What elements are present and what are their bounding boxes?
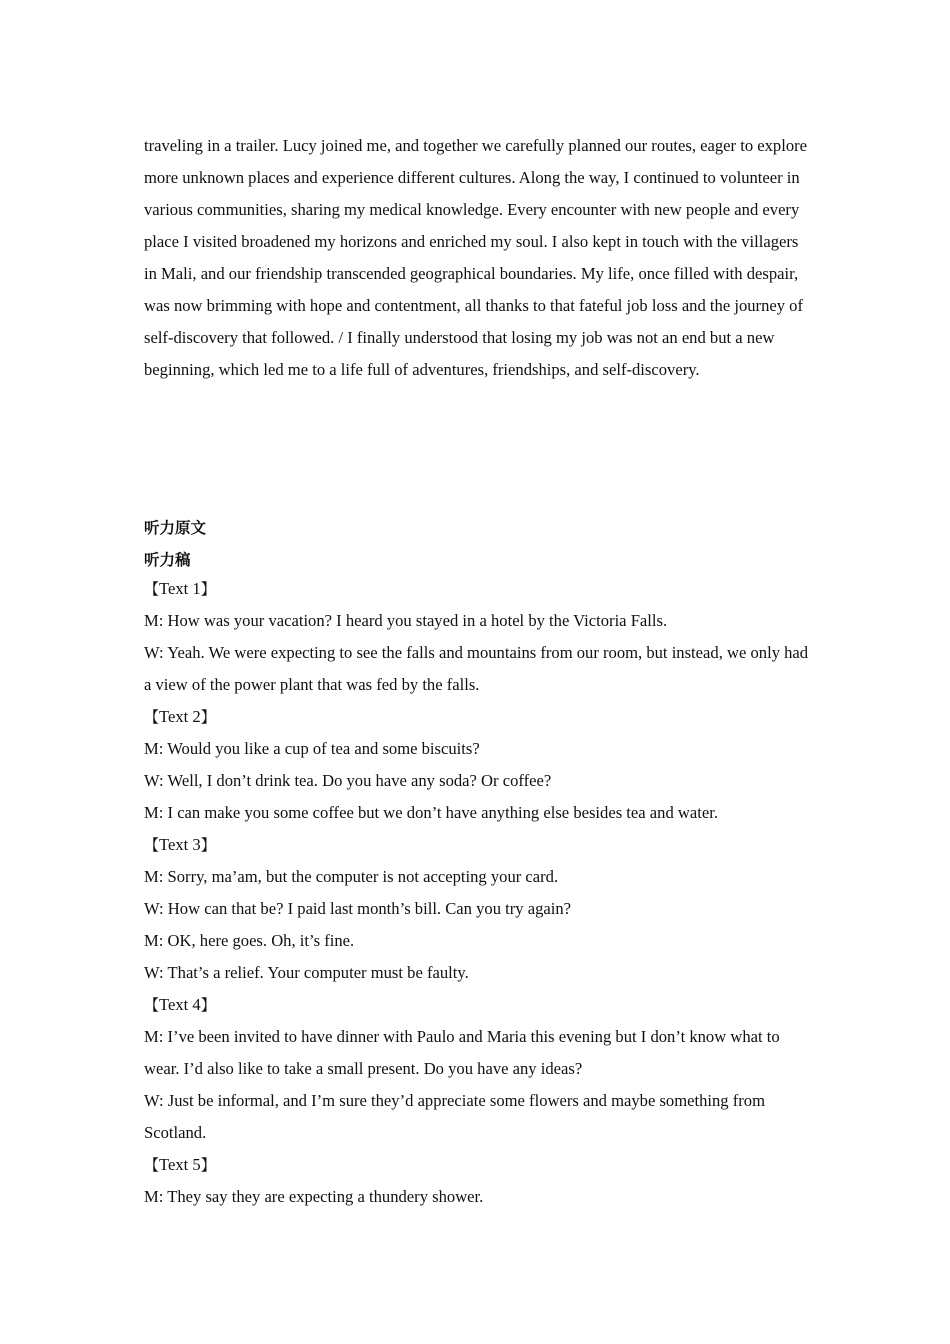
label-open-bracket: 【 xyxy=(144,708,160,726)
label-close-bracket: 】 xyxy=(200,708,216,726)
text-label xyxy=(144,701,814,733)
text-segment-4 xyxy=(144,989,814,1149)
text-label xyxy=(144,573,814,605)
dialogue-line: M: I’ve been invited to have dinner with Paulo and Maria this evening but I don’t know what to wear. I’d also like to take a small present. Do you have any ideas? xyxy=(144,1027,780,1078)
label-close-bracket: 】 xyxy=(200,580,216,598)
essay-section xyxy=(144,130,814,386)
dialogue-line: W: Just be informal, and I’m sure they’d appreciate some flowers and maybe something from Scotland. xyxy=(144,1091,766,1142)
label-open-bracket: 【 xyxy=(144,1156,160,1174)
label-open-bracket: 【 xyxy=(144,836,160,854)
label-text: Text 5 xyxy=(159,1155,201,1174)
text-label xyxy=(144,989,814,1021)
dialogue-line: M: Would you like a cup of tea and some biscuits? xyxy=(144,739,480,758)
label-close-bracket: 】 xyxy=(200,996,216,1014)
label-open-bracket: 【 xyxy=(144,580,160,598)
dialogue-line: W: How can that be? I paid last month’s bill. Can you try again? xyxy=(144,899,572,918)
transcript-section xyxy=(144,512,814,1213)
dialogue-line: W: Well, I don’t drink tea. Do you have any soda? Or coffee? xyxy=(144,771,552,790)
text-segment-3 xyxy=(144,829,814,989)
transcript-heading: 听力原文 xyxy=(144,519,207,537)
transcript-subheading: 听力稿 xyxy=(144,551,191,569)
label-close-bracket: 】 xyxy=(200,836,216,854)
label-close-bracket: 】 xyxy=(200,1156,216,1174)
label-open-bracket: 【 xyxy=(144,996,160,1014)
dialogue-line: M: Sorry, ma’am, but the computer is not accepting your card. xyxy=(144,867,559,886)
text-segment-5 xyxy=(144,1149,814,1213)
text-segment-2 xyxy=(144,701,814,829)
dialogue-line: M: How was your vacation? I heard you stayed in a hotel by the Victoria Falls. xyxy=(144,611,668,630)
dialogue-line: M: They say they are expecting a thundery shower. xyxy=(144,1187,484,1206)
dialogue-line: W: That’s a relief. Your computer must be faulty. xyxy=(144,963,469,982)
dialogue-line: M: OK, here goes. Oh, it’s fine. xyxy=(144,931,355,950)
text-label xyxy=(144,1149,814,1181)
label-text: Text 3 xyxy=(159,835,201,854)
dialogue-line: W: Yeah. We were expecting to see the falls and mountains from our room, but instead, we only had a view of the power plant that was fed by the falls. xyxy=(144,643,809,694)
label-text: Text 2 xyxy=(159,707,201,726)
text-label xyxy=(144,829,814,861)
label-text: Text 4 xyxy=(159,995,201,1014)
dialogue-line: M: I can make you some coffee but we don’t have anything else besides tea and water. xyxy=(144,803,718,822)
label-text: Text 1 xyxy=(159,579,201,598)
essay-paragraph: traveling in a trailer. Lucy joined me, and together we carefully planned our routes, eager to explore more unknown places and experience different cultures. Along the way, I continued to volunteer in various communities, sharing my medical knowledge. Every encounter with new people and every place I visited broadened my horizons and enriched my soul. I also kept in touch with the villagers in Mali, and our friendship transcended geographical boundaries. My life, once filled with despair, was now brimming with hope and contentment, all thanks to that fateful job loss and the journey of self-discovery that followed. / I finally understood that losing my job was not an end but a new beginning, which led me to a life full of adventures, friendships, and self-discovery. xyxy=(144,136,808,379)
text-segment-1 xyxy=(144,573,814,701)
